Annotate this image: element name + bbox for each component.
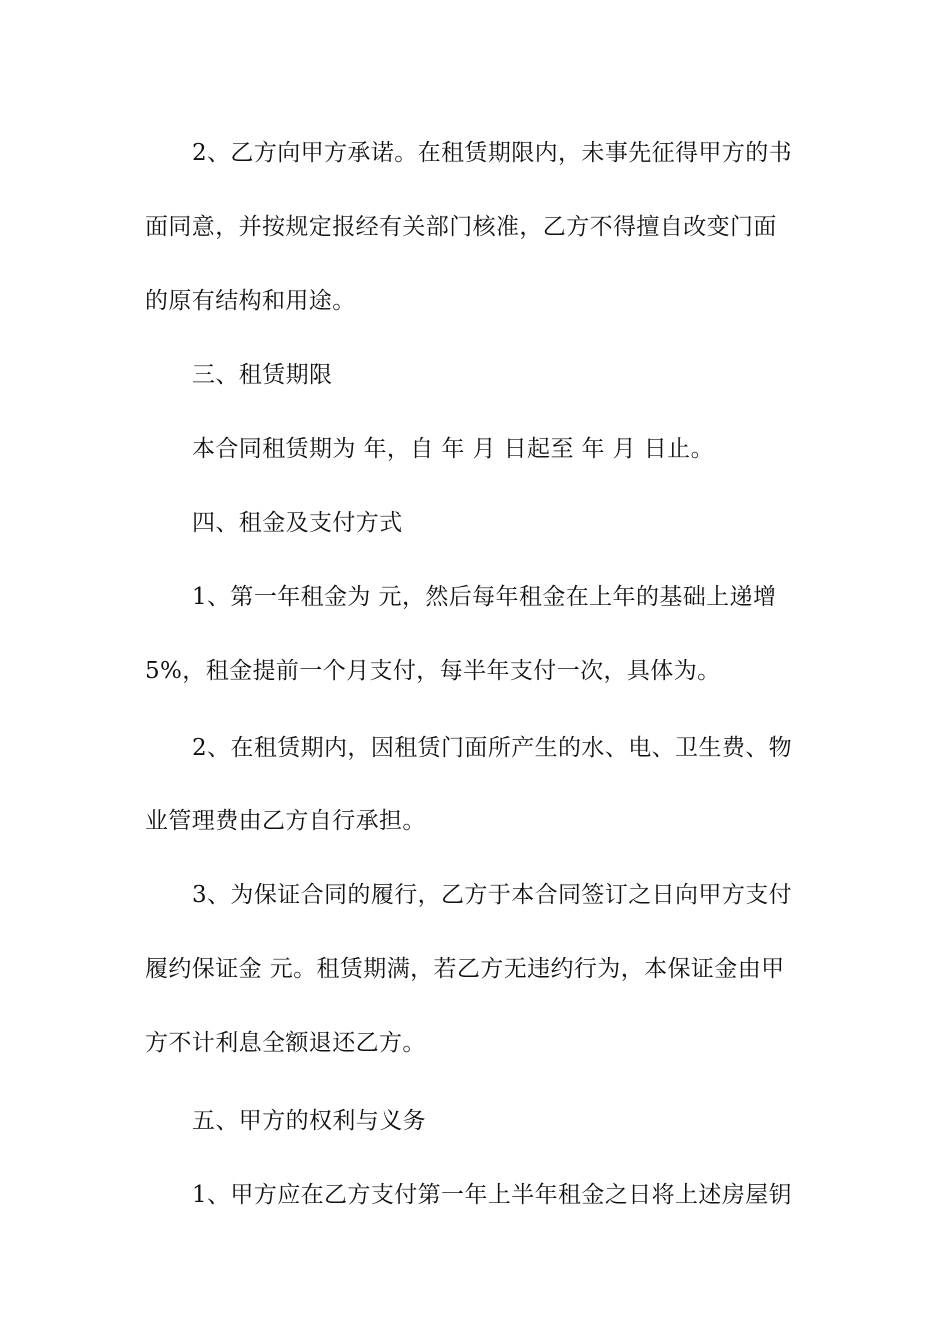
- section-heading-rent-payment: 四、租金及支付方式: [192, 510, 403, 536]
- rent-clause-2-line-2: 业管理费由乙方自行承担。: [145, 808, 426, 834]
- clause-2-line-1: 2、乙方向甲方承诺。在租赁期限内，未事先征得甲方的书: [192, 140, 793, 166]
- section-heading-party-a-rights: 五、甲方的权利与义务: [192, 1108, 426, 1134]
- clause-2-line-2: 面同意，并按规定报经有关部门核准，乙方不得擅自改变门面: [145, 214, 777, 240]
- rent-clause-3-line-1: 3、为保证合同的履行，乙方于本合同签订之日向甲方支付: [192, 882, 793, 908]
- rent-clause-1-line-2: 5%，租金提前一个月支付，每半年支付一次，具体为。: [145, 658, 721, 684]
- rent-clause-1-line-1: 1、第一年租金为 元，然后每年租金在上年的基础上递增: [192, 584, 777, 610]
- party-a-clause-1-line-1: 1、甲方应在乙方支付第一年上半年租金之日将上述房屋钥: [192, 1182, 793, 1208]
- lease-term-paragraph: 本合同租赁期为 年，自 年 月 日起至 年 月 日止。: [192, 436, 714, 462]
- rent-clause-3-line-2: 履约保证金 元。租赁期满，若乙方无违约行为，本保证金由甲: [145, 956, 785, 982]
- rent-clause-3-line-3: 方不计利息全额退还乙方。: [145, 1030, 426, 1056]
- rent-clause-2-line-1: 2、在租赁期内，因租赁门面所产生的水、电、卫生费、物: [192, 735, 793, 761]
- section-heading-lease-term: 三、租赁期限: [192, 362, 333, 388]
- clause-2-line-3: 的原有结构和用途。: [145, 288, 356, 314]
